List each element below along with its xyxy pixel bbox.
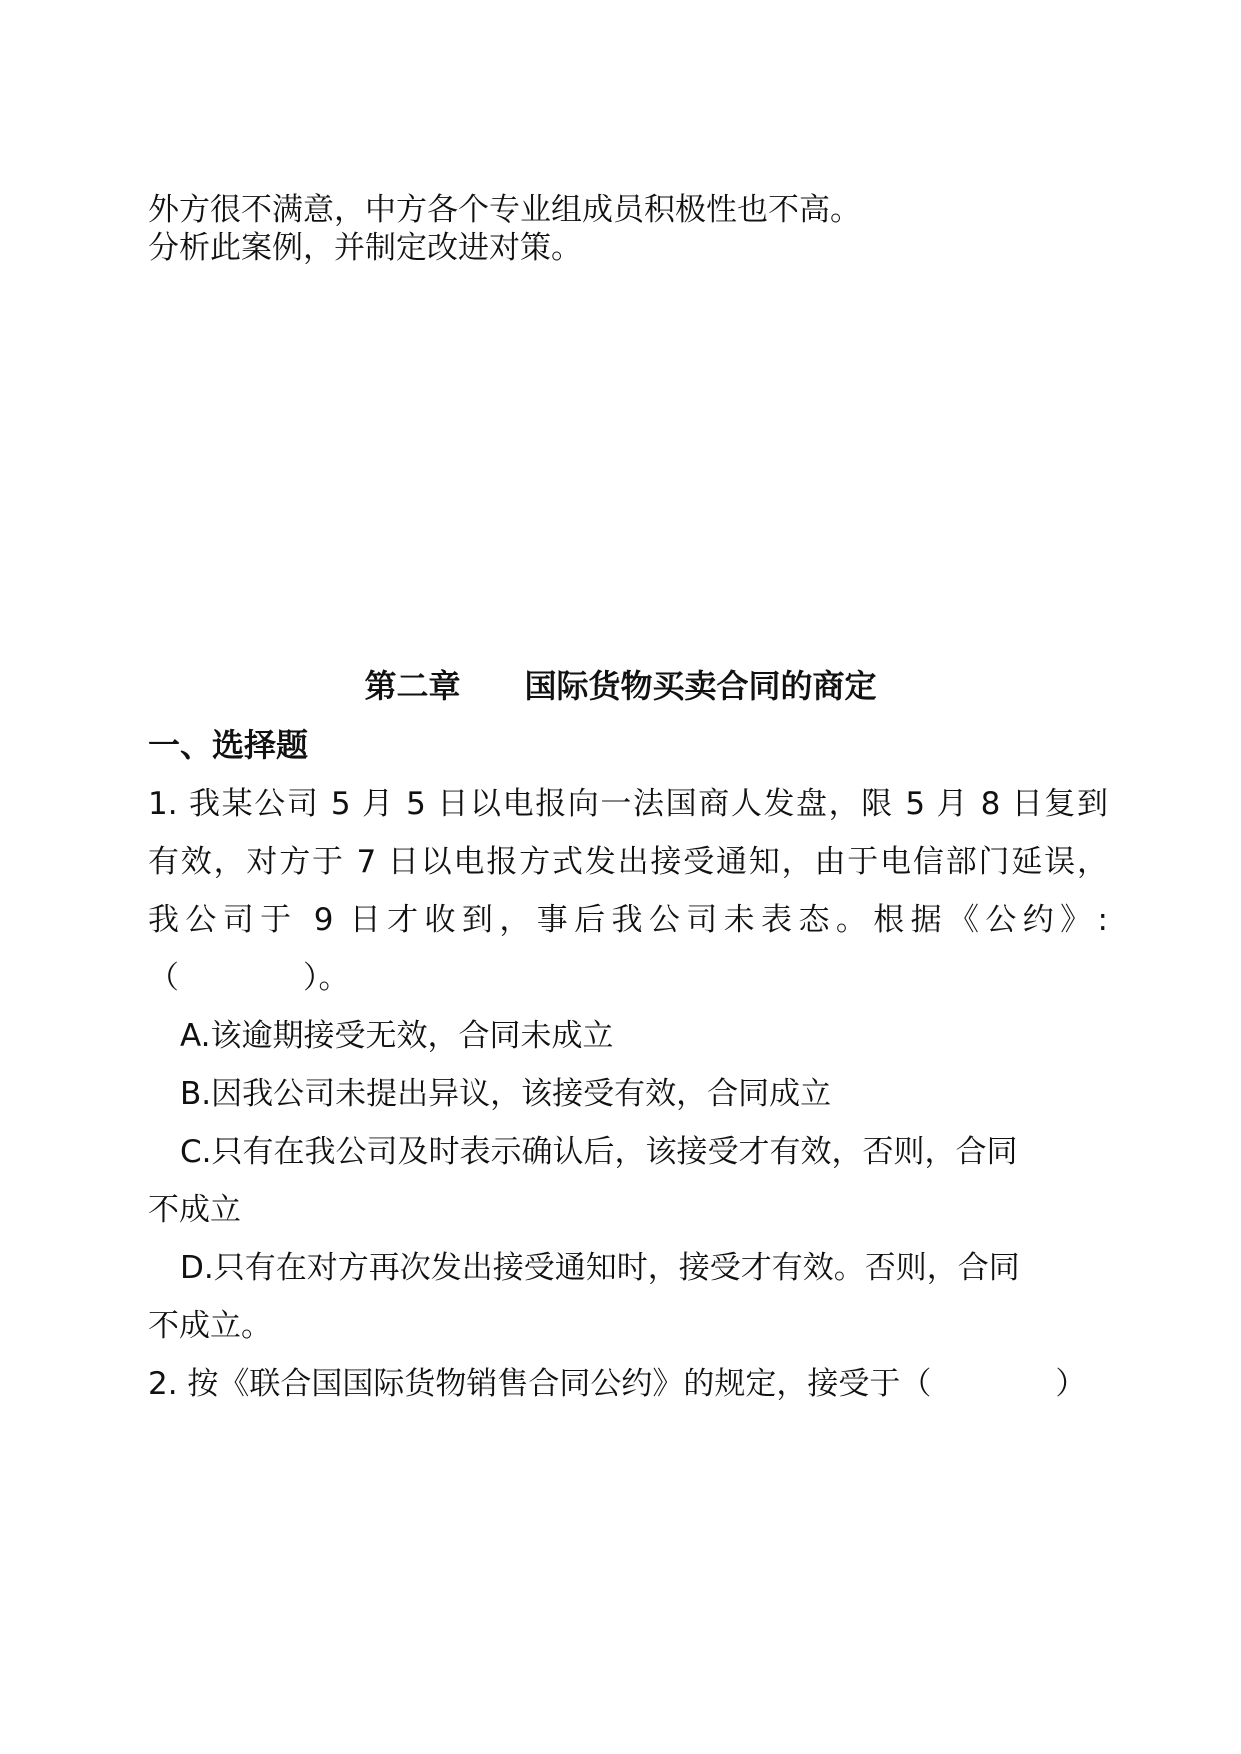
question-1-answer-blank: （ ）。 [148,960,350,996]
section-heading: 一、选择题 [148,726,309,764]
question-1-option-c-line-2: 不成立 [148,1192,241,1228]
question-2-line-1: 2. 按《联合国国际货物销售合同公约》的规定，接受于（ ） [148,1366,1087,1402]
question-1-line-1: 1. 我某公司 5 月 5 日以电报向一法国商人发盘，限 5 月 8 日复到 [148,786,1108,822]
intro-line-1: 外方很不满意，中方各个专业组成员积极性也不高。 [148,192,861,228]
question-1-option-c-line-1: C.只有在我公司及时表示确认后，该接受才有效，否则，合同 [180,1134,1018,1170]
question-1-line-2: 有效，对方于 7 日以电报方式发出接受通知，由于电信部门延误， [148,844,1108,880]
question-1-line-3: 我公司于 9 日才收到，事后我公司未表态。根据《公约》: [148,902,1108,938]
question-1-option-d-line-2: 不成立。 [148,1308,272,1344]
question-1-option-d-line-1: D.只有在对方再次发出接受通知时，接受才有效。否则，合同 [180,1250,1020,1286]
question-1-option-a: A.该逾期接受无效，合同未成立 [180,1018,614,1054]
chapter-title: 第二章 国际货物买卖合同的商定 [364,667,877,705]
question-1-option-b: B.因我公司未提出异议，该接受有效，合同成立 [180,1076,832,1112]
intro-line-2: 分析此案例，并制定改进对策。 [148,230,582,266]
